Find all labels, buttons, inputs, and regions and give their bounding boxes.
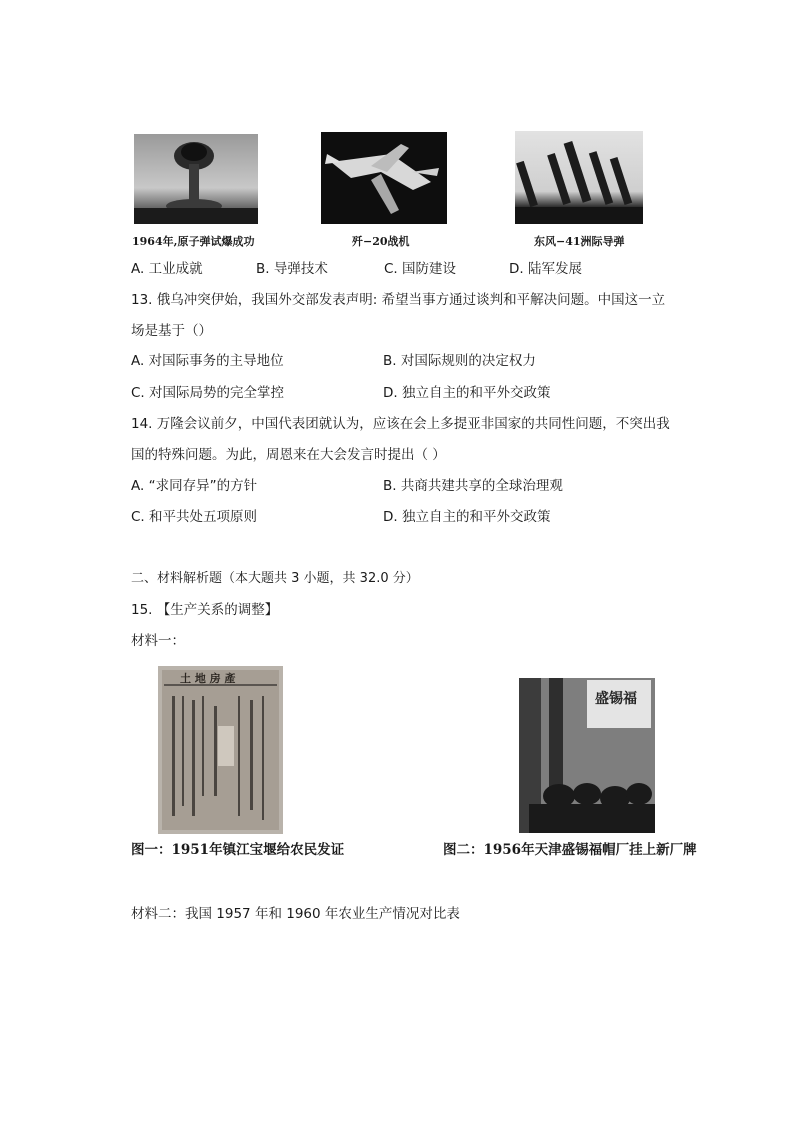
figure-two-caption: 图二：1956年天津盛锡福帽厂挂上新厂牌 — [443, 842, 697, 858]
missile-caption: 东风−41洲际导弹 — [534, 235, 625, 248]
mushroom-cloud-icon — [134, 134, 258, 224]
q14-option-c: C. 和平共处五项原则 — [131, 509, 258, 525]
q13-stem-line1: 13. 俄乌冲突伊始，我国外交部发表声明: 希望当事方通过谈判和平解决问题。中国这一立 — [131, 292, 666, 308]
q14-option-a: A. “求同存异”的方针 — [131, 478, 258, 494]
factory-sign-text: 盛锡福 — [595, 691, 637, 707]
material-two-label: 材料二：我国 1957 年和 1960 年农业生产情况对比表 — [131, 906, 460, 922]
land-certificate-photo — [158, 666, 283, 834]
factory-sign-photo — [519, 678, 655, 833]
atomic-bomb-photo — [134, 134, 258, 224]
figure-one-caption: 图一：1951年镇江宝堰给农民发证 — [131, 842, 345, 858]
q14-option-b: B. 共商共建共享的全球治理观 — [383, 478, 563, 494]
jet-fighter-icon — [321, 132, 447, 224]
q14-stem-line1: 14. 万隆会议前夕，中国代表团就认为，应该在会上多提亚非国家的共同性问题，不突出我 — [131, 416, 670, 432]
missile-photo — [515, 131, 643, 224]
atomic-bomb-caption: 1964年,原子弹试爆成功 — [132, 235, 255, 248]
q12-option-a: A. 工业成就 — [131, 261, 203, 277]
q14-option-d: D. 独立自主的和平外交政策 — [383, 509, 551, 525]
missile-icon — [515, 131, 643, 224]
jet-fighter-caption: 歼−20战机 — [352, 235, 410, 248]
q14-stem-line2: 国的特殊问题。为此，周恩来在大会发言时提出（ ） — [131, 447, 446, 463]
q12-option-d: D. 陆军发展 — [509, 261, 582, 277]
q13-option-a: A. 对国际事务的主导地位 — [131, 353, 284, 369]
section-heading: 二、材料解析题（本大题共 3 小题，共 32.0 分） — [131, 571, 419, 586]
q13-option-b: B. 对国际规则的决定权力 — [383, 353, 536, 369]
land-certificate-sign: 土 地 房 產 — [180, 672, 236, 685]
q12-option-b: B. 导弹技术 — [256, 261, 328, 277]
q13-option-d: D. 独立自主的和平外交政策 — [383, 385, 551, 401]
material-one-label: 材料一： — [131, 633, 185, 649]
document-icon — [158, 666, 283, 834]
q13-stem-line2: 场是基于（） — [131, 323, 212, 339]
q15-title: 15. 【生产关系的调整】 — [131, 602, 279, 618]
q13-option-c: C. 对国际局势的完全掌控 — [131, 385, 285, 401]
q12-option-c: C. 国防建设 — [384, 261, 457, 277]
jet-fighter-photo — [321, 132, 447, 224]
